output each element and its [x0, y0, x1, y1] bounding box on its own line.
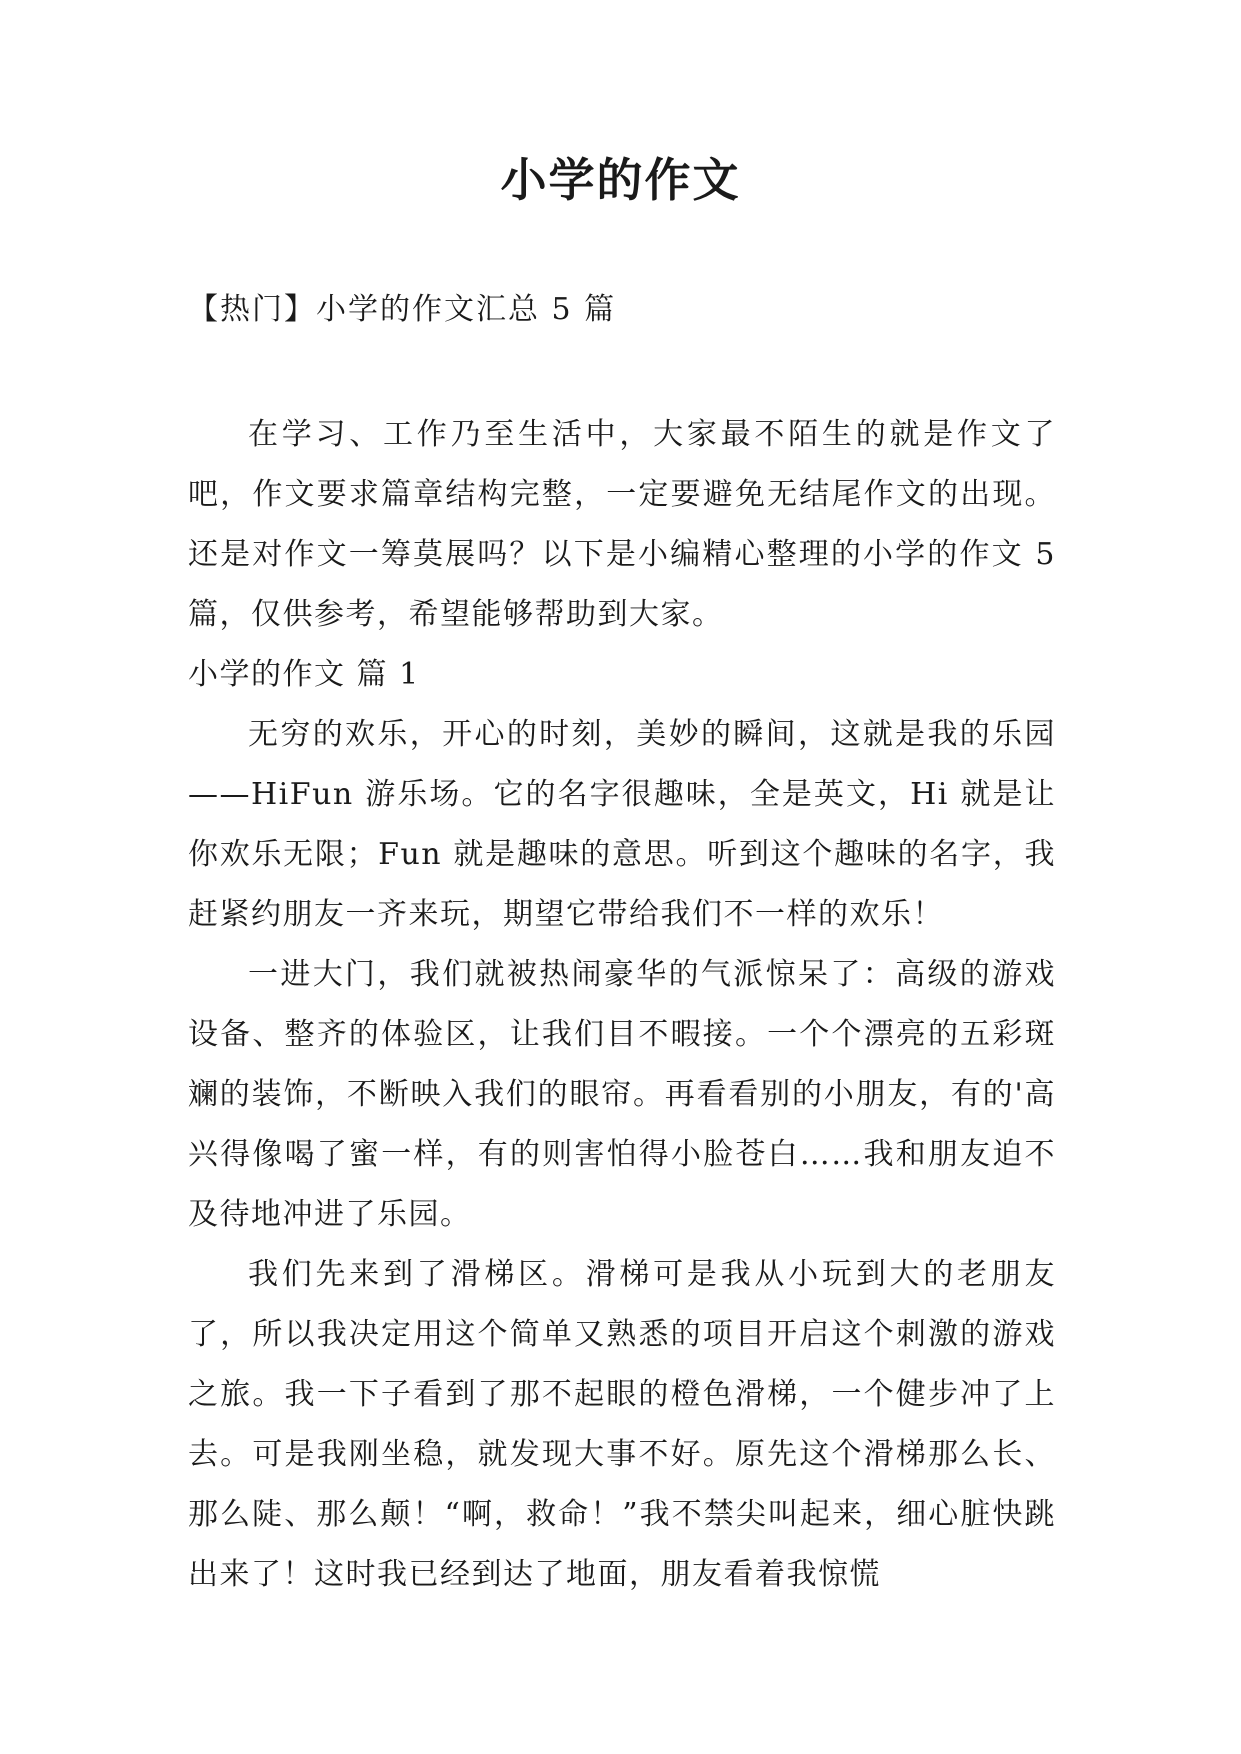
document-body — [188, 405, 1056, 1605]
document-title: 小学的作文 — [500, 153, 741, 207]
body-paragraph: 无穷的欢乐，开心的时刻，美妙的瞬间，这就是我的乐园——HiFun 游乐场。它的名字很趣味，全是英文，Hi 就是让你欢乐无限；Fun 就是趣味的意思。听到这个趣味的名字，我赶紧约朋友一齐来玩，期望它带给我们不一样的欢乐！ — [188, 717, 1056, 932]
body-paragraph: 我们先来到了滑梯区。滑梯可是我从小玩到大的老朋友了，所以我决定用这个简单又熟悉的项目开启这个刺激的游戏之旅。我一下子看到了那不起眼的橙色滑梯，一个健步冲了上去。可是我刚坐稳，就发现大事不好。原先这个滑梯那么长、那么陡、那么颠！“啊，救命！”我不禁尖叫起来，细心脏快跳出来了！这时我已经到达了地面，朋友看着我惊慌 — [188, 1257, 1056, 1592]
section-heading: 小学的作文 篇 1 — [188, 657, 420, 692]
body-paragraph: 一进大门，我们就被热闹豪华的气派惊呆了：高级的游戏设备、整齐的体验区，让我们目不暇接。一个个漂亮的五彩斑斓的装饰，不断映入我们的眼帘。再看看别的小朋友，有的'高兴得像喝了蜜一样，有的则害怕得小脸苍白……我和朋友迫不及待地冲进了乐园。 — [188, 957, 1056, 1232]
document-subtitle: 【热门】小学的作文汇总 5 篇 — [188, 292, 617, 327]
intro-paragraph: 在学习、工作乃至生活中，大家最不陌生的就是作文了吧，作文要求篇章结构完整，一定要避免无结尾作文的出现。还是对作文一筹莫展吗？以下是小编精心整理的小学的作文 5 篇，仅供参考，希望能够帮助到大家。 — [188, 417, 1056, 632]
